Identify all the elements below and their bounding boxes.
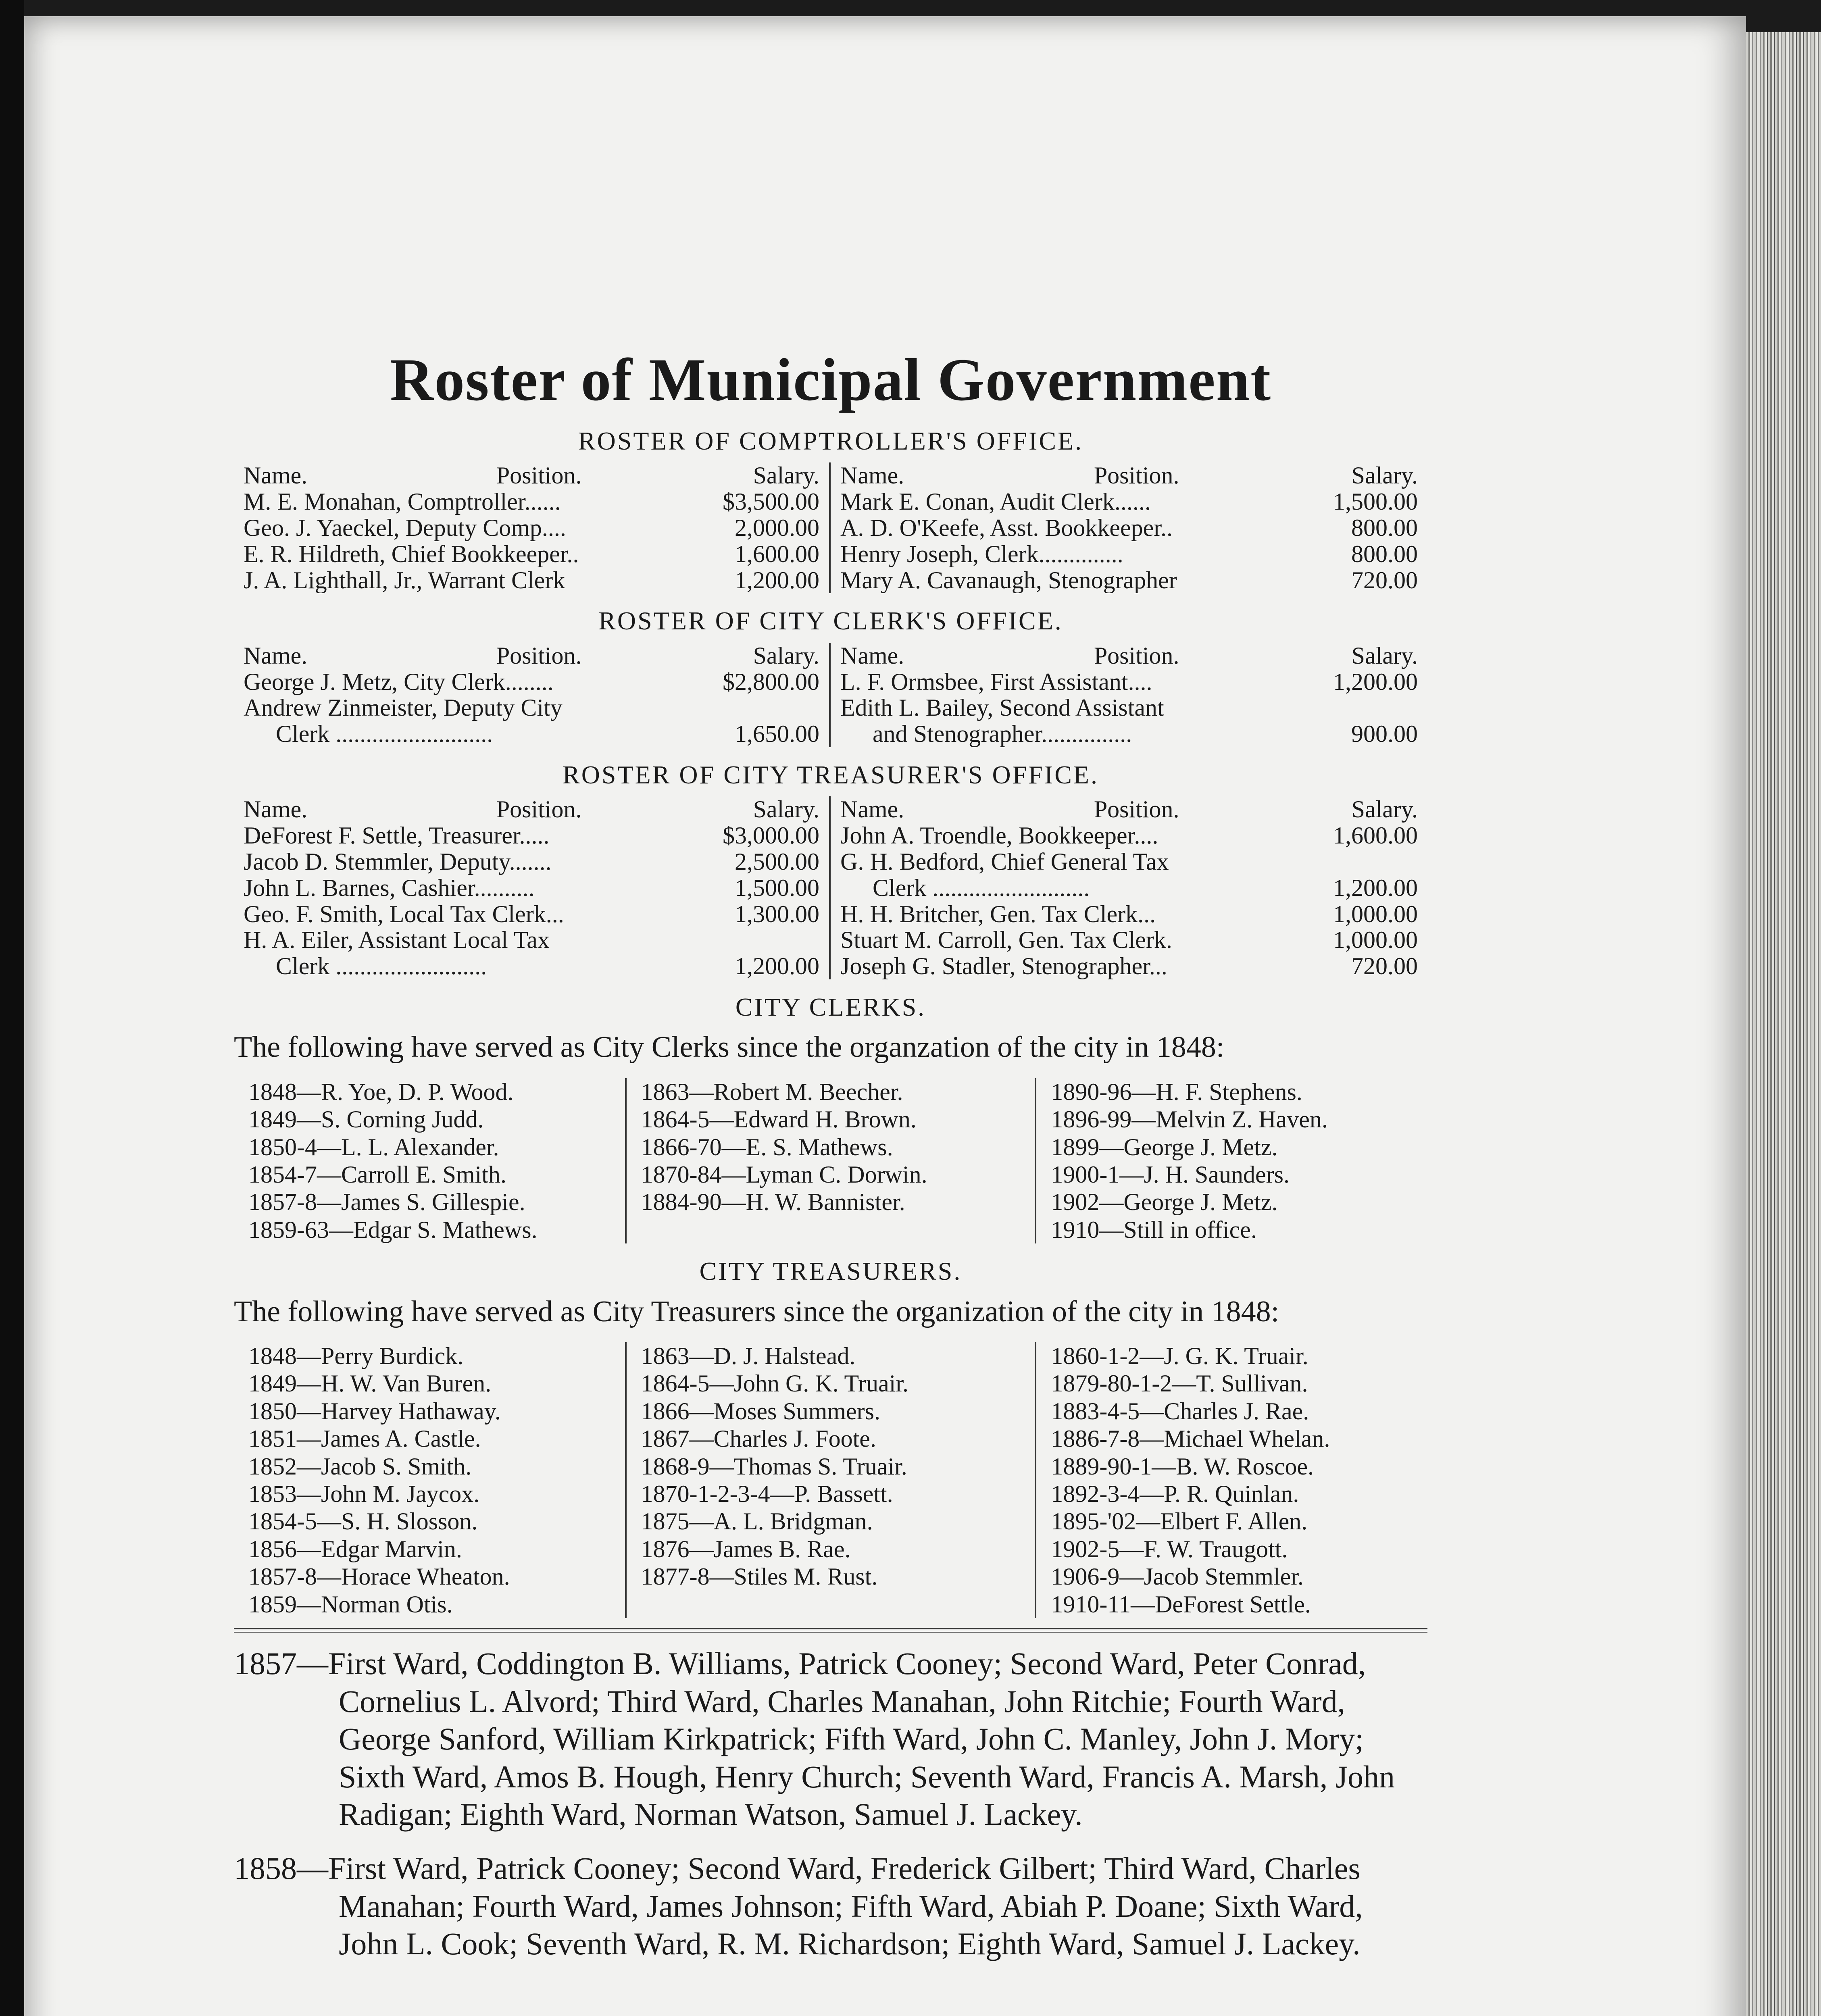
list-item: 1902—George J. Metz. bbox=[1051, 1189, 1278, 1216]
comptroller-right-column bbox=[831, 462, 1427, 593]
list-item: 1895-'02—Elbert F. Allen. bbox=[1051, 1508, 1308, 1535]
roster-salary: 1,500.00 bbox=[1333, 488, 1418, 515]
position-header: Position. bbox=[1094, 642, 1179, 669]
city-treasurers-heading: CITY TREASURERS. bbox=[699, 1257, 962, 1286]
roster-row bbox=[840, 695, 1418, 721]
roster-salary: 1,000.00 bbox=[1333, 927, 1418, 954]
roster-salary bbox=[1414, 849, 1418, 875]
roster-salary: 1,600.00 bbox=[735, 540, 819, 567]
roster-row bbox=[244, 721, 819, 747]
ward-year-entry bbox=[234, 1849, 1427, 1963]
list-item: 1854-5—S. H. Slosson. bbox=[248, 1508, 478, 1535]
list-item: 1906-9—Jacob Stemmler. bbox=[1051, 1563, 1304, 1590]
list-item: 1890-96—H. F. Stephens. bbox=[1051, 1078, 1302, 1105]
roster-entry: Geo. J. Yaeckel, Deputy Comp.... bbox=[244, 514, 566, 541]
comptroller-left-column bbox=[234, 462, 831, 593]
roster-salary bbox=[815, 927, 819, 953]
comptroller-roster bbox=[234, 462, 1427, 593]
page-title: Roster of Municipal Government bbox=[390, 346, 1272, 413]
list-item: 1850-4—L. L. Alexander. bbox=[248, 1133, 499, 1160]
list-item: 1864-5—John G. K. Truair. bbox=[641, 1370, 909, 1397]
roster-entry: J. A. Lighthall, Jr., Warrant Clerk bbox=[244, 567, 565, 594]
page-edges bbox=[1746, 32, 1821, 2016]
roster-entry: H. H. Britcher, Gen. Tax Clerk... bbox=[840, 901, 1156, 927]
salary-header: Salary. bbox=[1351, 642, 1418, 669]
roster-header bbox=[244, 462, 819, 489]
roster-salary: 2,500.00 bbox=[735, 848, 819, 875]
roster-row bbox=[244, 489, 819, 515]
name-header: Name. bbox=[840, 462, 904, 489]
position-header: Position. bbox=[1094, 796, 1179, 823]
list-item: 1886-7-8—Michael Whelan. bbox=[1051, 1425, 1330, 1452]
list-item: 1848—Perry Burdick. bbox=[248, 1343, 464, 1370]
position-header: Position. bbox=[1094, 462, 1179, 489]
list-item: 1899—George J. Metz. bbox=[1051, 1133, 1278, 1160]
position-header: Position. bbox=[496, 462, 582, 489]
roster-row bbox=[840, 721, 1418, 747]
roster-salary: 1,200.00 bbox=[735, 953, 819, 980]
roster-salary: 900.00 bbox=[1351, 721, 1418, 748]
comptroller-heading: ROSTER OF COMPTROLLER'S OFFICE. bbox=[578, 427, 1083, 455]
list-item: 1868-9—Thomas S. Truair. bbox=[641, 1453, 907, 1480]
roster-row bbox=[840, 901, 1418, 927]
roster-entry: and Stenographer............... bbox=[873, 721, 1132, 747]
roster-row bbox=[840, 515, 1418, 541]
list-item: 1852—Jacob S. Smith. bbox=[248, 1453, 472, 1480]
name-header: Name. bbox=[244, 462, 308, 489]
roster-row bbox=[840, 875, 1418, 901]
list-item: 1851—James A. Castle. bbox=[248, 1425, 481, 1452]
list-item: 1859-63—Edgar S. Mathews. bbox=[248, 1216, 538, 1243]
book-binding bbox=[0, 0, 24, 2016]
roster-header bbox=[244, 643, 819, 669]
list-item: 1889-90-1—B. W. Roscoe. bbox=[1051, 1453, 1314, 1480]
city-clerk-roster bbox=[234, 643, 1427, 747]
list-item: 1910-11—DeForest Settle. bbox=[1051, 1591, 1311, 1618]
roster-entry: John L. Barnes, Cashier.......... bbox=[244, 875, 535, 901]
roster-row bbox=[840, 849, 1418, 875]
roster-row bbox=[244, 927, 819, 953]
section-divider bbox=[234, 1628, 1427, 1633]
roster-salary: 1,600.00 bbox=[1333, 822, 1418, 849]
roster-row bbox=[244, 669, 819, 695]
list-item: 1902-5—F. W. Traugott. bbox=[1051, 1535, 1288, 1562]
list-item: 1870-84—Lyman C. Dorwin. bbox=[641, 1161, 927, 1188]
list-item: 1879-80-1-2—T. Sullivan. bbox=[1051, 1370, 1308, 1397]
roster-row bbox=[244, 953, 819, 979]
treasurer-left-column bbox=[234, 796, 831, 979]
treasurer-roster bbox=[234, 796, 1427, 979]
list-item: 1900-1—J. H. Saunders. bbox=[1051, 1161, 1290, 1188]
ward-aldermen: —First Ward, Patrick Cooney; Second Ward, Frederick Gilbert; Third Ward, Charles Manahan; Fourth Ward, James Johnson; Fifth Ward, Abiah P. Doane; Sixth Ward, John L. Cook; Seventh Ward, R. M. Richardson; Eighth Ward, Samuel J. Lackey. bbox=[297, 1850, 1363, 1962]
roster-entry: Clerk ......................... bbox=[276, 953, 487, 979]
list-item: 1853—John M. Jaycox. bbox=[248, 1481, 480, 1507]
list-item: 1875—A. L. Bridgman. bbox=[641, 1508, 873, 1535]
roster-salary: 800.00 bbox=[1351, 540, 1418, 567]
roster-salary: 1,200.00 bbox=[1333, 874, 1418, 901]
list-item: 1876—James B. Rae. bbox=[641, 1535, 851, 1562]
list-item: 1867—Charles J. Foote. bbox=[641, 1425, 876, 1452]
list-item: 1884-90—H. W. Bannister. bbox=[641, 1189, 905, 1216]
roster-entry: A. D. O'Keefe, Asst. Bookkeeper.. bbox=[840, 514, 1173, 541]
page-content bbox=[234, 347, 1427, 1979]
city-clerks-heading: CITY CLERKS. bbox=[735, 992, 926, 1021]
roster-salary: $2,800.00 bbox=[723, 668, 819, 695]
roster-salary: 800.00 bbox=[1351, 514, 1418, 541]
roster-entry: Stuart M. Carroll, Gen. Tax Clerk. bbox=[840, 927, 1172, 954]
city-clerk-right-column bbox=[831, 643, 1427, 747]
roster-salary: 1,200.00 bbox=[735, 566, 819, 594]
list-item: 1910—Still in office. bbox=[1051, 1216, 1257, 1243]
roster-row bbox=[244, 541, 819, 567]
list-item: 1863—Robert M. Beecher. bbox=[641, 1078, 903, 1105]
city-treasurers-intro: The following have served as City Treasurers since the organization of the city in 1848: bbox=[234, 1295, 1279, 1328]
treasurer-heading: ROSTER OF CITY TREASURER'S OFFICE. bbox=[563, 760, 1099, 789]
list-item: 1850—Harvey Hathaway. bbox=[248, 1397, 501, 1425]
list-item: 1859—Norman Otis. bbox=[248, 1591, 453, 1618]
roster-row bbox=[840, 953, 1418, 979]
roster-salary: 1,500.00 bbox=[735, 874, 819, 901]
city-treasurers-column-1 bbox=[234, 1342, 625, 1618]
roster-row bbox=[840, 823, 1418, 849]
city-clerk-left-column bbox=[234, 643, 831, 747]
salary-header: Salary. bbox=[1351, 796, 1418, 823]
city-clerks-intro: The following have served as City Clerks since the organzation of the city in 1848: bbox=[234, 1031, 1225, 1064]
list-item: 1854-7—Carroll E. Smith. bbox=[248, 1161, 506, 1188]
roster-salary: $3,000.00 bbox=[723, 822, 819, 849]
roster-row bbox=[840, 927, 1418, 953]
roster-row bbox=[244, 515, 819, 541]
roster-row bbox=[244, 849, 819, 875]
ward-year: 1858 bbox=[234, 1850, 297, 1886]
roster-entry: Edith L. Bailey, Second Assistant bbox=[840, 695, 1164, 721]
roster-entry: Mary A. Cavanaugh, Stenographer bbox=[840, 567, 1177, 594]
roster-row bbox=[244, 875, 819, 901]
roster-row bbox=[840, 541, 1418, 567]
roster-entry: Henry Joseph, Clerk.............. bbox=[840, 541, 1123, 567]
roster-salary: 1,000.00 bbox=[1333, 900, 1418, 927]
list-item: 1848—R. Yoe, D. P. Wood. bbox=[248, 1078, 514, 1105]
roster-entry: John A. Troendle, Bookkeeper.... bbox=[840, 823, 1158, 849]
roster-salary: 720.00 bbox=[1351, 953, 1418, 980]
list-item: 1864-5—Edward H. Brown. bbox=[641, 1106, 917, 1133]
list-item: 1860-1-2—J. G. K. Truair. bbox=[1051, 1343, 1308, 1370]
ward-year: 1857 bbox=[234, 1645, 297, 1681]
name-header: Name. bbox=[244, 796, 308, 823]
salary-header: Salary. bbox=[753, 642, 820, 669]
city-treasurers-column-3 bbox=[1036, 1342, 1427, 1618]
list-item: 1849—S. Corning Judd. bbox=[248, 1106, 484, 1133]
roster-entry: Andrew Zinmeister, Deputy City bbox=[244, 695, 563, 721]
city-clerks-column-1 bbox=[234, 1078, 625, 1243]
roster-entry: Clerk .......................... bbox=[873, 875, 1090, 901]
ward-year-entry bbox=[234, 1645, 1427, 1833]
roster-entry: DeForest F. Settle, Treasurer..... bbox=[244, 823, 550, 849]
list-item: 1877-8—Stiles M. Rust. bbox=[641, 1563, 878, 1590]
roster-salary bbox=[1414, 695, 1418, 721]
list-item: 1883-4-5—Charles J. Rae. bbox=[1051, 1397, 1309, 1425]
name-header: Name. bbox=[244, 642, 308, 669]
salary-header: Salary. bbox=[753, 796, 820, 823]
name-header: Name. bbox=[840, 642, 904, 669]
roster-header bbox=[840, 643, 1418, 669]
position-header: Position. bbox=[496, 796, 582, 823]
roster-entry: L. F. Ormsbee, First Assistant.... bbox=[840, 669, 1152, 695]
roster-row bbox=[244, 823, 819, 849]
roster-row bbox=[244, 695, 819, 721]
roster-entry: H. A. Eiler, Assistant Local Tax bbox=[244, 927, 550, 954]
list-item: 1849—H. W. Van Buren. bbox=[248, 1370, 492, 1397]
roster-entry: Clerk .......................... bbox=[276, 721, 493, 747]
roster-salary: 1,300.00 bbox=[735, 900, 819, 927]
treasurer-right-column bbox=[831, 796, 1427, 979]
position-header: Position. bbox=[496, 642, 582, 669]
roster-row bbox=[840, 567, 1418, 594]
roster-salary: 1,650.00 bbox=[735, 721, 819, 748]
roster-salary: 1,200.00 bbox=[1333, 668, 1418, 695]
roster-row bbox=[244, 901, 819, 927]
roster-entry: E. R. Hildreth, Chief Bookkeeper.. bbox=[244, 541, 579, 567]
city-treasurers-list bbox=[234, 1342, 1427, 1618]
list-item: 1896-99—Melvin Z. Haven. bbox=[1051, 1106, 1328, 1133]
list-item: 1866-70—E. S. Mathews. bbox=[641, 1133, 893, 1160]
list-item: 1856—Edgar Marvin. bbox=[248, 1535, 462, 1562]
city-clerks-column-2 bbox=[625, 1078, 1037, 1243]
roster-entry: G. H. Bedford, Chief General Tax bbox=[840, 848, 1169, 875]
city-clerks-column-3 bbox=[1036, 1078, 1427, 1243]
roster-salary: 720.00 bbox=[1351, 566, 1418, 594]
roster-row bbox=[840, 669, 1418, 695]
roster-salary bbox=[815, 695, 819, 721]
list-item: 1892-3-4—P. R. Quinlan. bbox=[1051, 1481, 1299, 1507]
list-item: 1870-1-2-3-4—P. Bassett. bbox=[641, 1481, 893, 1507]
salary-header: Salary. bbox=[753, 462, 820, 489]
roster-header bbox=[840, 796, 1418, 823]
roster-entry: Joseph G. Stadler, Stenographer... bbox=[840, 953, 1167, 979]
roster-entry: M. E. Monahan, Comptroller...... bbox=[244, 489, 561, 515]
city-clerks-list bbox=[234, 1078, 1427, 1243]
list-item: 1866—Moses Summers. bbox=[641, 1397, 880, 1425]
roster-header bbox=[840, 462, 1418, 489]
city-clerk-heading: ROSTER OF CITY CLERK'S OFFICE. bbox=[598, 606, 1063, 635]
roster-entry: Geo. F. Smith, Local Tax Clerk... bbox=[244, 901, 564, 927]
ward-aldermen: —First Ward, Coddington B. Williams, Patrick Cooney; Second Ward, Peter Conrad, Cornelius L. Alvord; Third Ward, Charles Manahan, John Ritchie; Fourth Ward, George Sanford, William Kirkpatrick; Fifth Ward, John C. Manley, John J. Mory; Sixth Ward, Amos B. Hough, Henry Church; Seventh Ward, Francis A. Marsh, John Radigan; Eighth Ward, Norman Watson, Samuel J. Lackey. bbox=[297, 1645, 1395, 1832]
salary-header: Salary. bbox=[1351, 462, 1418, 489]
name-header: Name. bbox=[840, 796, 904, 823]
list-item: 1857-8—Horace Wheaton. bbox=[248, 1563, 510, 1590]
ward-aldermen-list bbox=[234, 1645, 1427, 1963]
roster-header bbox=[244, 796, 819, 823]
roster-row bbox=[840, 489, 1418, 515]
roster-salary: 2,000.00 bbox=[735, 514, 819, 541]
roster-row bbox=[244, 567, 819, 594]
roster-entry: Jacob D. Stemmler, Deputy....... bbox=[244, 848, 552, 875]
roster-salary: $3,500.00 bbox=[723, 488, 819, 515]
roster-entry: Mark E. Conan, Audit Clerk...... bbox=[840, 489, 1151, 515]
list-item: 1857-8—James S. Gillespie. bbox=[248, 1189, 525, 1216]
city-treasurers-column-2 bbox=[625, 1342, 1037, 1618]
roster-entry: George J. Metz, City Clerk........ bbox=[244, 669, 554, 695]
list-item: 1863—D. J. Halstead. bbox=[641, 1343, 856, 1370]
